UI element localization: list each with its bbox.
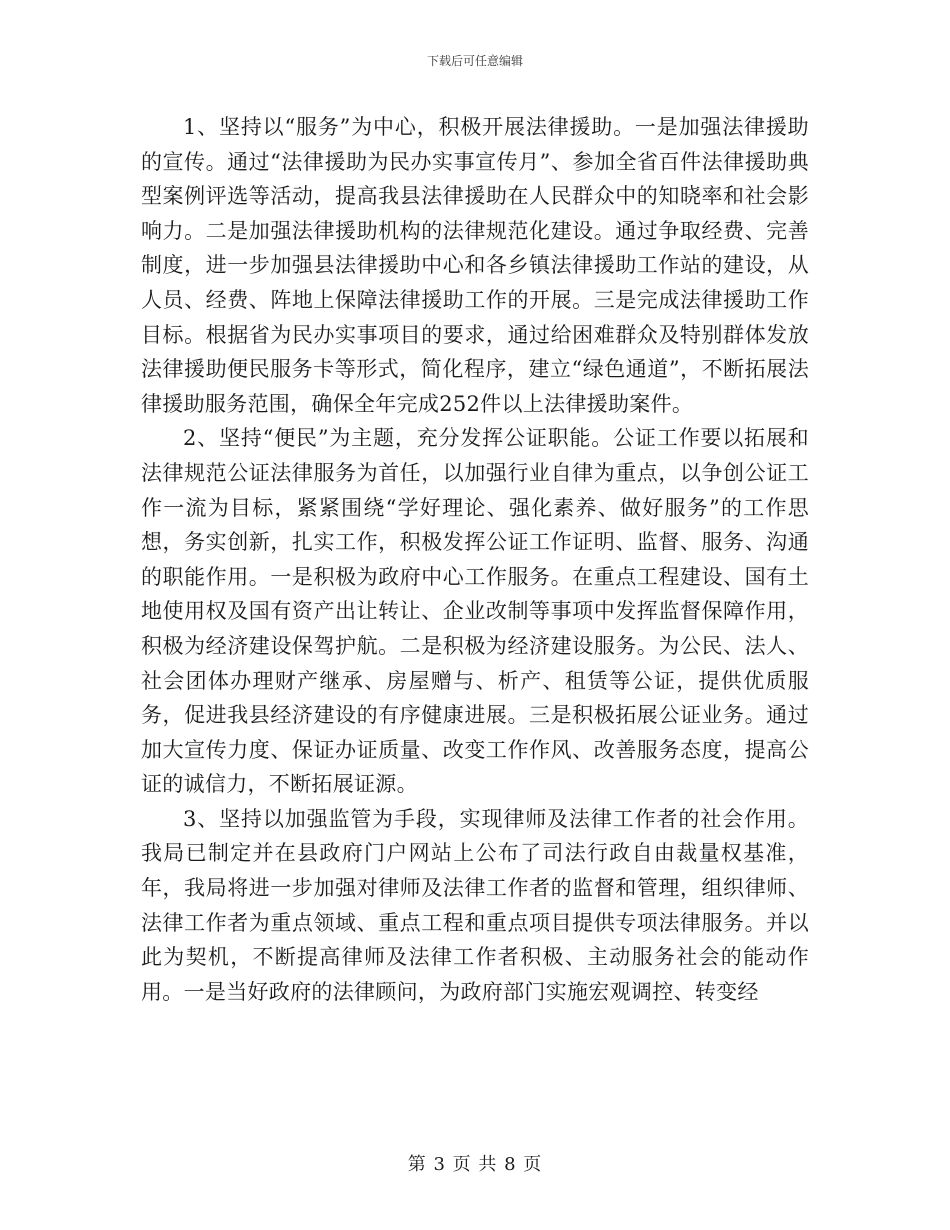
document-body xyxy=(141,110,809,1009)
paragraph-legal-aid: 1、坚持以“服务”为中心，积极开展法律援助。一是加强法律援助的宣传。通过“法律援助为民办实事宣传月”、参加全省百件法律援助典型案例评选等活动，提高我县法律援助在人民群众中的知晓率和社会影响力。二是加强法律援助机构的法律规范化建设。通过争取经费、完善制度，进一步加强县法律援助中心和各乡镇法律援助工作站的建设，从人员、经费、阵地上保障法律援助工作的开展。三是完成法律援助工作目标。根据省为民办实事项目的要求，通过给困难群众及特别群体发放法律援助便民服务卡等形式，简化程序，建立“绿色通道”，不断拓展法律援助服务范围，确保全年完成252件以上法律援助案件。 xyxy=(141,115,809,416)
paragraph-lawyer-supervision: 3、坚持以加强监管为手段，实现律师及法律工作者的社会作用。我局已制定并在县政府门户网站上公布了司法行政自由裁量权基准，年，我局将进一步加强对律师及法律工作者的监督和管理，组织律师、法律工作者为重点领域、重点工程和重点项目提供专项法律服务。并以此为契机，不断提高律师及法律工作者积极、主动服务社会的能动作用。一是当好政府的法律顾问，为政府部门实施宏观调控、转变经 xyxy=(141,806,809,1004)
paragraph-notary: 2、坚持“便民”为主题，充分发挥公证职能。公证工作要以拓展和法律规范公证法律服务为首任，以加强行业自律为重点，以争创公证工作一流为目标，紧紧围绕“学好理论、强化素养、做好服务”的工作思想，务实创新，扎实工作，积极发挥公证工作证明、监督、服务、沟通的职能作用。一是积极为政府中心工作服务。在重点工程建设、国有土地使用权及国有资产出让转让、企业改制等事项中发挥监督保障作用，积极为经济建设保驾护航。二是积极为经济建设服务。为公民、法人、社会团体办理财产继承、房屋赠与、析产、租赁等公证，提供优质服务，促进我县经济建设的有序健康进展。三是积极拓展公证业务。通过加大宣传力度、保证办证质量、改变工作作风、改善服务态度，提高公证的诚信力，不断拓展证源。 xyxy=(141,426,809,797)
page-header-note: 下载后可任意编辑 xyxy=(426,54,523,68)
page-number: 第 3 页 共 8 页 xyxy=(407,1154,543,1175)
